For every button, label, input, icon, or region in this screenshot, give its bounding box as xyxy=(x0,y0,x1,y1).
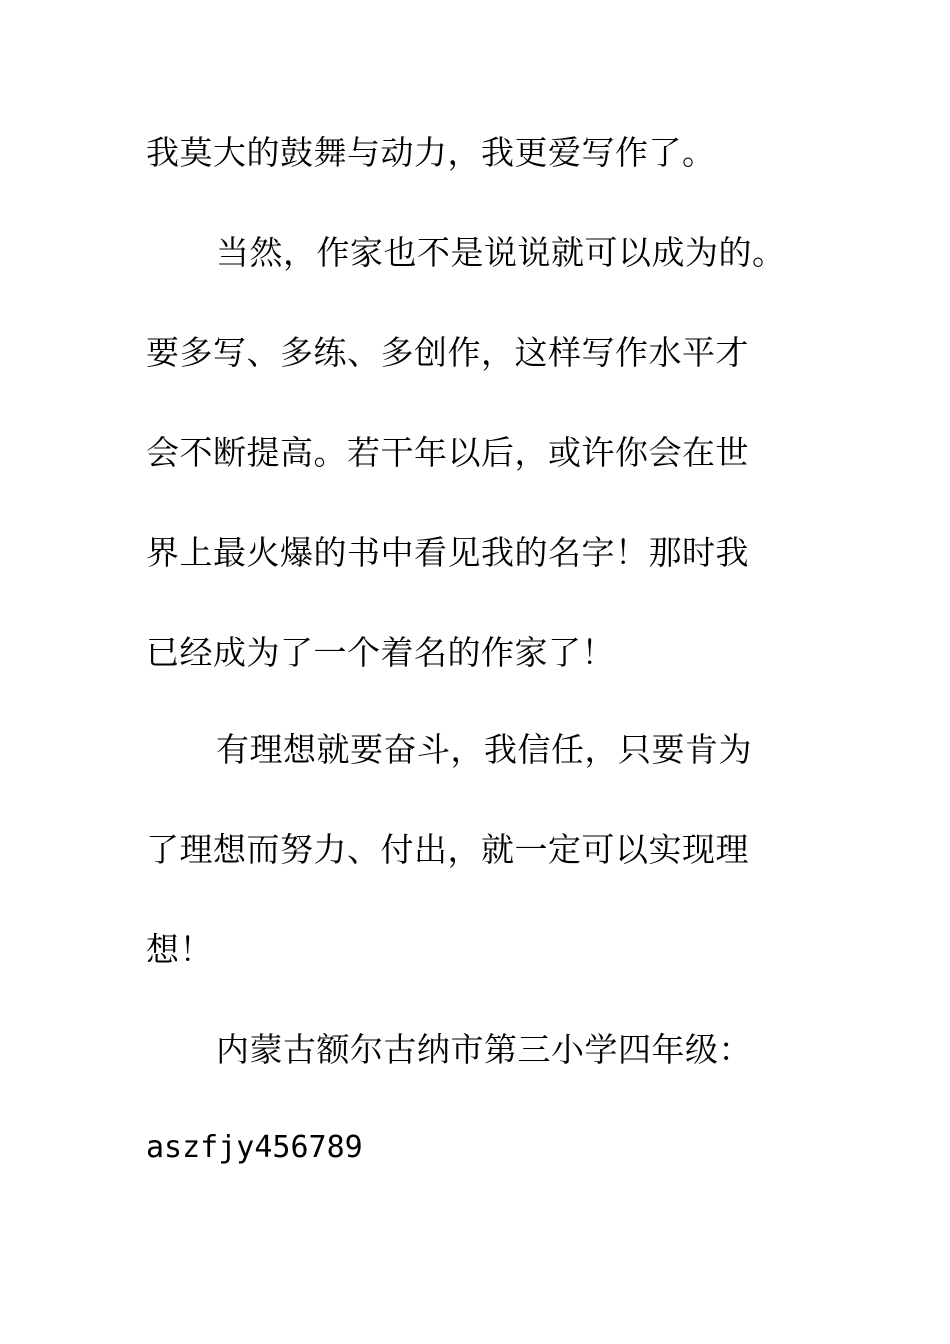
text-line-1: 我莫大的鼓舞与动力，我更爱写作了。 xyxy=(146,133,716,172)
text-line-6: 已经成为了一个着名的作家了！ xyxy=(146,633,615,672)
text-line-4: 会不断提高。若干年以后，或许你会在世 xyxy=(146,433,749,472)
text-line-10: 内蒙古额尔古纳市第三小学四年级： xyxy=(216,1030,752,1069)
text-line-8: 了理想而努力、付出，就一定可以实现理 xyxy=(146,830,749,869)
author-id-line: aszfjy456789 xyxy=(146,1130,363,1165)
text-line-7: 有理想就要奋斗，我信任，只要肯为 xyxy=(216,730,752,769)
text-line-9: 想！ xyxy=(146,930,213,969)
text-line-5: 界上最火爆的书中看见我的名字！那时我 xyxy=(146,533,749,572)
text-line-2: 当然，作家也不是说说就可以成为的。 xyxy=(216,233,786,272)
text-line-3: 要多写、多练、多创作，这样写作水平才 xyxy=(146,333,749,372)
